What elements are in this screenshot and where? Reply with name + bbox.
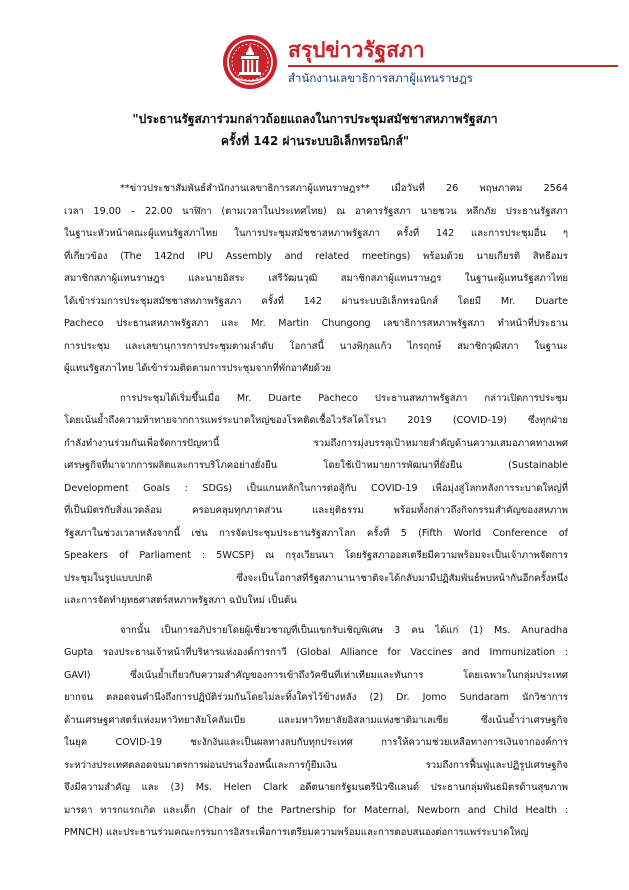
paragraph-line: กำลังทำงานร่วมกันเพื่อจัดการปัญหานี้ รวมถึงการมุ่งบรรลุเป้าหมายสำคัญด้านความเสมอภาคทางเพศ: [64, 437, 568, 449]
paragraph-line: มารดา ทารกแรกเกิด และเด็ก (Chair of the Partnership for Maternal, Newborn and Child Health :: [64, 804, 568, 816]
paragraph-line: ที่เกี่ยวข้อง (The 142nd IPU Assembly and related meetings) พร้อมด้วย นายเกียรติ สิทธีอมร: [64, 250, 568, 262]
paragraph-line: ระหว่างประเทศตลอดจนมาตรการผ่อนปรนเรื่องหนี้และการกู้ยืมเงิน รวมถึงการฟื้นฟูและปฏิรูปเศรษฐกิจ: [64, 759, 568, 771]
paragraph-line: **ข่าวประชาสัมพันธ์สำนักงานเลขาธิการสภาผู้แทนราษฎร** เมื่อวันที่ 26 พฤษภาคม 2564: [120, 183, 568, 194]
paragraph-line: ที่เป็นมิตรกับสิ่งแวดล้อม ครอบคลุมทุกภาคส่วน และยุติธรรม พร้อมทั้งกล่าวถึงกิจกรรมสำคัญของสหภาพ: [64, 505, 568, 516]
title-line: ครั้งที่ 142 ผ่านระบบอิเล็กทรอนิกส์": [220, 134, 410, 148]
paragraph-line: Development Goals : SDGs) เป็นแกนหลักในการต่อสู้กับ COVID-19 เพื่อมุ่งสู่โลกหลังการระบาดใหญ่ที่: [64, 482, 568, 494]
brand-divider: [288, 65, 618, 67]
paragraph-line: จากนั้น เป็นการอภิปรายโดยผู้เชี่ยวชาญที่เป็นแขกรับเชิญพิเศษ 3 คน ได้แก่ (1) Ms. Anuradha: [120, 624, 568, 636]
paragraph-line: ในยุค COVID-19 ชะงักงันและเป็นผลทางลบกับทุกประเทศ การให้ความช่วยเหลือทางการเงินจากองค์การ: [64, 737, 568, 748]
paragraph: [64, 620, 568, 845]
paragraph-line: เศรษฐกิจที่มาจากการผลิตและการบริโภคอย่างยั่งยืน โดยใช้เป้าหมายการพัฒนาที่ยั่งยืน (Sustainable: [64, 460, 568, 471]
paragraph-line: จึงมีความสำคัญ และ (3) Ms. Helen Clark อดีตนายกรัฐมนตรีนิวซีแลนด์ ประธานกลุ่มพันธมิตรด้านสุขภาพ: [64, 782, 568, 793]
document-header: [222, 30, 622, 96]
parliament-seal-icon: [222, 34, 278, 90]
paragraph: [64, 178, 568, 381]
paragraph-line: ยากจน ตลอดจนคำนึงถึงการปฏิบัติร่วมกันโดยไม่ละทิ้งใครไว้ข้างหลัง (2) Dr. Jomo Sundaram นักวิชาการ: [64, 692, 568, 703]
paragraph-line: การประชุมได้เริ่มขึ้นเมื่อ Mr. Duarte Pacheco ประธานสหภาพรัฐสภา กล่าวเปิดการประชุม: [120, 392, 568, 404]
paragraph-line: โดยเน้นย้ำถึงความท้าทายจากการแพร่ระบาดใหญ่ของโรคติดเชื้อไวรัสโคโรนา 2019 (COVID-19) ซึ่งทุกฝ่าย: [64, 415, 568, 426]
paragraph: [64, 388, 568, 613]
paragraph-line: Speakers of Parliament : 5WCSP) ณ กรุงเวียนนา โดยรัฐสภาออสเตรียมีความพร้อมจะเป็นเจ้าภาพจัดการ: [64, 550, 568, 561]
brand-title: สรุปข่าวรัฐสภา: [288, 38, 425, 62]
paragraph-line: ผู้แทนรัฐสภาไทย ได้เข้าร่วมติดตามการประชุมจากที่พักอาศัยด้วย: [64, 363, 332, 374]
paragraph-line: ในฐานะหัวหน้าคณะผู้แทนรัฐสภาไทย ในการประชุมสมัชชาสหภาพรัฐสภา ครั้งที่ 142 และการประชุมอื่น ๆ: [64, 228, 568, 239]
paragraph-line: สมาชิกสภาผู้แทนราษฎร และนายอิสระ เสรีวัฒนวุฒิ สมาชิกสภาผู้แทนราษฎร ในฐานะผู้แทนรัฐสภาไทย: [64, 273, 568, 284]
paragraph-line: GAVI) ซึ่งเน้นย้ำเกี่ยวกับความสำคัญของการเข้าถึงวัคซีนที่เท่าเทียมและทันการ โดยเฉพาะในกลุ่มประเทศ: [64, 669, 568, 681]
brand-subtitle: สำนักงานเลขาธิการสภาผู้แทนราษฎร: [288, 71, 473, 85]
paragraph-line: เวลา 19.00 – 22.00 นาฬิกา (ตามเวลาในประเทศไทย) ณ อาคารรัฐสภา นายชวน หลีกภัย ประธานรัฐสภา: [64, 205, 568, 217]
document-title: [60, 108, 570, 152]
paragraph-line: การประชุม และเลขานุการการประชุมตามลำดับ โอกาสนี้ นางพิกุลแก้ว ไกรฤกษ์ สมาชิกวุฒิสภา ในฐานะ: [64, 340, 568, 352]
paragraph-line: รัฐสภาในช่วงเวลาหลังจากนี้ เช่น การจัดประชุมประธานรัฐสภาโลก ครั้งที่ 5 (Fifth World Conference of: [64, 527, 568, 539]
paragraph-line: ประชุมในรูปแบบปกติ ซึ่งจะเป็นโอกาสที่รัฐสภานานาชาติจะได้กลับมามีปฏิสัมพันธ์พบหน้ากันอีกครั้งหนึ่ง: [64, 572, 568, 584]
paragraph-line: PMNCH) และประธานร่วมคณะกรรมการอิสระเพื่อการเตรียมความพร้อมและการตอบสนองต่อการแพร่ระบาดใหญ่: [64, 827, 529, 838]
document-body: [64, 178, 568, 852]
paragraph-line: และการจัดทำยุทธศาสตร์สหภาพรัฐสภา ฉบับใหม่ เป็นต้น: [64, 595, 297, 606]
paragraph-line: ด้านเศรษฐศาสตร์แห่งมหาวิทยาลัยโคลัมเบีย และมหาวิทยาลัยอิสลามแห่งชาติมาเลเซีย ซึ่งเน้นย้ำว่าเศรษฐกิจ: [64, 714, 568, 726]
paragraph-line: Gupta รองประธานเจ้าหน้าที่บริหารแห่งองค์การกาวี (Global Alliance for Vaccines and Immunization :: [64, 647, 568, 658]
paragraph-line: Pacheco ประธานสหภาพรัฐสภา และ Mr. Martin Chungong เลขาธิการสหภาพรัฐสภา ทำหน้าที่ประธาน: [64, 318, 568, 329]
title-line: "ประธานรัฐสภาร่วมกล่าวถ้อยแถลงในการประชุมสมัชชาสหภาพรัฐสภา: [132, 112, 498, 126]
paragraph-line: ได้เข้าร่วมการประชุมสมัชชาสหภาพรัฐสภา ครั้งที่ 142 ผ่านระบบอิเล็กทรอนิกส์ โดยมี Mr. Duarte: [64, 295, 568, 307]
